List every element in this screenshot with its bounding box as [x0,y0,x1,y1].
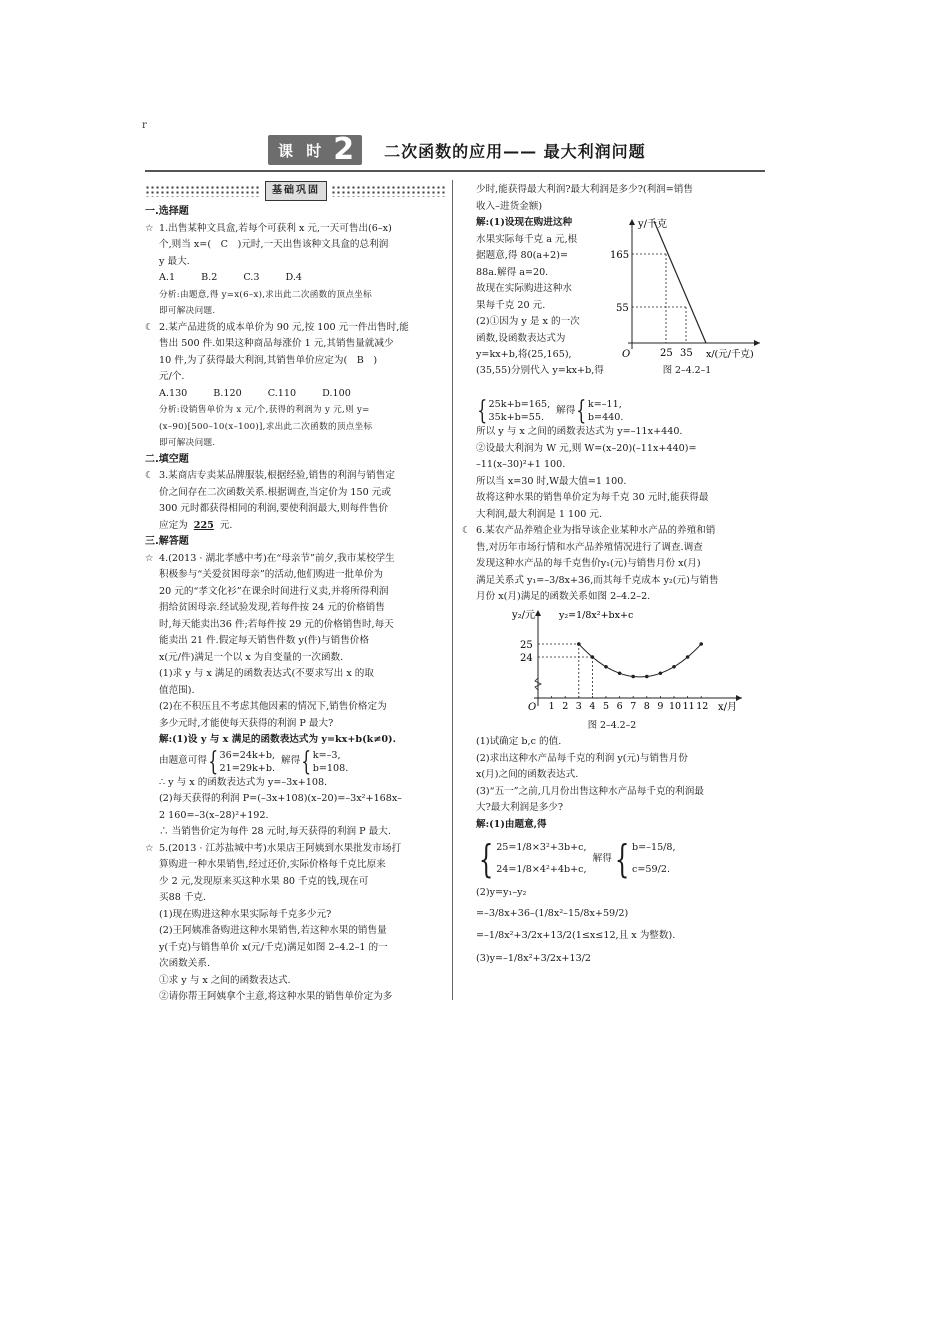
q5-solution: (2)①因为 y 是 x 的一次 [476,316,580,327]
y-tick-24: 24 [520,652,533,664]
q6-sys-mid: 解得 [592,852,612,864]
x-tick-label: 7 [630,700,637,712]
question-3 [145,468,447,534]
q6-solution: (3)y=–1/8x²+3/2x+13/2 [476,952,592,964]
q5-solution: 果每千克 20 元. [476,299,546,311]
q5-solution: y=kx+b,将(25,165), [476,349,572,360]
x-axis-label: x/(元/千克) [706,349,754,360]
q4-line: 时,每天能卖出36 件;若每件按 29 元的价格销售时,每天 [159,618,394,630]
lesson-badge [268,132,362,167]
x-axis-label: x/月 [718,701,738,713]
option: C.3 [243,272,260,283]
q4-solution: ∴ 当销售价定为每件 28 元时,每天获得的利润 P 最大. [159,826,391,837]
q5-solution: 88a.解得 a=20. [476,266,549,278]
q6-line: 满足关系式 y₁=–3/8x+36,而其每千克成本 y₂(元)与销售 [476,574,719,586]
q6-equation-system [462,837,762,881]
section-heading-answer: 三.解答题 [145,536,189,547]
q4-line: 20 元的“孝文化衫”在课余时间进行义卖,并将所得利润 [159,585,389,597]
y-tick-55: 55 [616,303,629,314]
data-point [591,655,595,659]
option: A.130 [159,387,188,399]
q2-line: 10 件,为了获得最大利润,其销售单价应定为( B ) [159,354,378,366]
eq: 24=1/8×4²+4b+c, [496,864,587,875]
lesson-number: 2 [333,132,355,167]
q6-subq: (2)求出这种水产品每千克的利润 y(元)与销售月份 [476,752,688,764]
q5-solution: 大利润,最大利润是 1 100 元. [476,508,603,520]
x-tick-label: 4 [589,700,596,712]
eq: b=440. [587,412,624,423]
q4-results [313,749,349,775]
eq: 36=24k+b, [219,749,276,761]
q5-line: (1)现在购进这种水果实际每千克多少元? [159,908,332,920]
q1-line: y 最大. [159,255,190,267]
option: B.2 [201,272,218,283]
y-axis-arrow [535,610,541,616]
q3-suffix: 元. [219,519,233,531]
brace: { [477,396,488,426]
x-tick-35: 35 [680,348,693,359]
q5-solution: 故将这种水果的销售单价定为每千克 30 元时,能获得最 [476,492,709,503]
option: C.110 [267,387,297,399]
brace: { [614,837,630,881]
q5-line: ①求 y 与 x 之间的函数表达式. [159,974,291,986]
q6-solution: 解:(1)由题意,得 [476,818,547,830]
x-tick-label: 6 [616,700,623,712]
x-tick-label: 8 [643,700,650,712]
q3-line: 价之间存在二次函数关系.根据调查,当定价为 150 元或 [159,486,391,498]
corner-mark: r [142,120,147,131]
q5-solution: 水果实际每千克 a 元,根 [476,233,578,245]
eq: b=108. [312,762,349,774]
y-axis-arrow [629,219,635,225]
q6-line: 月份 x(月)满足的函数关系如图 2–4.2–2. [476,591,651,602]
q2-options [145,386,447,403]
banner-dots-right [331,185,447,197]
x-tick-25: 25 [660,348,673,359]
x-tick-label: 2 [562,700,569,712]
q4-solution: ∴ y 与 x 的函数表达式为 y=–3x+108. [159,776,328,788]
curve-label: y₂=1/8x²+bx+c [559,609,634,621]
lesson-title: 二次函数的应用—— 最大利润问题 [384,141,646,161]
q5-line: 买88 千克. [159,892,207,903]
brace: { [208,746,219,777]
q6-solution: (2)y=y₁–y₂ [476,887,527,898]
data-point [645,674,649,678]
q6-solution: =–3/8x+36–(1/8x²–15/8x+59/2) [476,907,629,919]
question-6 [462,523,762,967]
data-point [577,642,581,646]
q4-sys-mid: 解得 [281,755,301,767]
q2-analysis: 即可解决问题. [159,438,216,448]
q5-solution: 函数,设函数表达式为 [476,332,566,344]
q5-line: y(千克)与销售单价 x(元/千克)满足如图 2–4.2–1 的一 [159,941,388,953]
difficulty-moon-icon: ☾ [145,321,154,333]
q1-options [145,270,447,287]
parabola-curve [579,644,701,677]
eq: 35k+b=55. [488,412,545,423]
question-1 [145,221,447,320]
q4-sys-prefix: 由题意可得 [159,755,207,767]
x-tick-label: 5 [603,700,610,712]
q6-subq: x(月)之间的函数表达式. [476,769,579,780]
q3-prefix: 应定为 [159,519,188,531]
q5-solution: ②设最大利润为 W 元,则 W=(x–20)(–11x+440)= [476,442,697,454]
q2-line: 2.某产品进货的成本单价为 90 元,按 100 元一件出售时,能 [159,321,409,333]
q5-solution-cont [462,363,762,380]
eq: 25=1/8×3²+3b+c, [496,842,587,853]
x-tick-label: 12 [696,700,709,712]
q6-results [632,837,676,881]
q5-sys-mid: 解得 [556,404,576,416]
q6-solution: =–1/8x²+3/2x+13/2(1≤x≤12,且 x 为整数). [476,930,676,941]
option: D.4 [285,272,302,283]
x-tick-label: 11 [682,700,695,712]
right-column [462,182,762,967]
x-axis-arrow [754,340,760,346]
header-divider [145,170,765,172]
q5-solution: 故现在实际购进这种水 [476,283,572,294]
q5-solution: 所以 y 与 x 之间的函数表达式为 y=–11x+440. [476,426,683,437]
q5-line: ②请你帮王阿姨拿个主意,将这种水果的销售单价定为多 [159,991,393,1002]
q2-analysis: 分析:设销售单价为 x 元/个,获得的利润为 y 元,则 y= [159,405,370,415]
difficulty-moon-icon: ☾ [462,525,471,536]
q4-line: 多少元时,才能使每天获得的利润 P 最大? [159,717,334,729]
eq: k=–3, [312,749,341,761]
q4-solution: 解:(1)设 y 与 x 满足的函数表达式为 y=kx+b(k≠0). [159,734,396,745]
lesson-word: 课 时 [278,141,326,160]
q6-line: 发现这种水产品的每千克售价y₁(元)与销售月份 x(月) [476,558,701,569]
q6-line: 售,对历年市场行情和水产品养殖情况进行了调查.调查 [476,541,703,553]
q4-solution: (2)每天获得的利润 P=(–3x+108)(x–20)=–3x²+168x– [159,793,403,804]
eq: 21=29k+b. [219,762,276,774]
option: B.120 [213,387,242,399]
x-axis-arrow [736,695,742,701]
q1-analysis: 分析:由题意,得 y=x(6–x),求出此二次函数的顶点坐标 [159,289,372,300]
section-banner [145,182,447,200]
q4-solution: 2 160=–3(x–28)²+192. [159,809,269,821]
q4-line: 值范围). [159,684,195,696]
question-4 [145,551,447,841]
q4-eqs [220,749,276,775]
brace: { [576,396,587,426]
data-point [659,671,663,675]
left-column [145,182,447,1006]
brace: { [301,746,312,777]
banner-label: 基础巩固 [265,181,327,202]
option: D.100 [322,387,351,399]
q4-line: (2)在不积压且不考虑其他因素的情况下,销售价格定为 [159,701,387,712]
question-2 [145,320,447,452]
q3-line: 3.某商店专卖某品牌服装,根据经验,销售的利润与销售定 [159,470,395,481]
q5-solution: –11(x–30)²+1 100. [476,459,566,470]
q5-line: 5.(2013 · 江苏盐城中考)水果店王阿姨到水果批发市场打 [159,842,402,854]
q5-solution: 据题意,得 80(a+2)= [476,250,569,261]
q1-analysis: 即可解决问题. [159,306,216,316]
lesson-header [268,133,646,167]
q4-line: 捐给贫困母亲.经试验发现,若每件按 24 元的价格销售 [159,602,385,613]
q6-subq: 大?最大利润是多少? [476,802,564,813]
figure-caption: 图 2–4.2–1 [662,365,712,376]
q5-line: 次函数关系. [159,958,211,969]
data-point [604,664,608,668]
q4-line: 能卖出 21 件.假定每天销售件数 y(件)与销售价格 [159,635,369,646]
x-tick-label: 1 [548,700,555,712]
column-divider [452,180,453,1000]
banner-dots-left [145,185,261,197]
q2-analysis: (x–90)[500–10(x–100)],求出此二次函数的顶点坐标 [159,421,373,432]
q6-subq: (1)试确定 b,c 的值. [476,736,562,747]
figure-2-4-2-2 [514,606,744,718]
question-5 [145,841,447,1006]
x-tick-label: 9 [657,700,664,712]
y-tick-25: 25 [520,639,533,651]
figure-2-4-2-1 [610,215,762,365]
q3-line [145,518,447,535]
origin-label: O [528,701,537,713]
section-heading-choice: 一.选择题 [145,206,189,217]
q6-eqs [496,837,586,881]
origin-label: O [622,349,631,360]
difficulty-star-icon: ☆ [145,552,154,564]
q4-line: 积极参与“关爱贫困母亲”的活动,他们购进一批单价为 [159,569,383,580]
section-heading-fill: 二.填空题 [145,453,189,465]
data-point [686,655,690,659]
y-axis-label: y₂/元 [512,609,536,621]
figure-caption: 图 2–4.2–2 [587,719,637,731]
eq: b=–15/8, [631,842,676,853]
q3-answer: 225 [193,519,214,531]
q1-line: 1.出售某种文具盒,若每个可获利 x 元,一天可售出(6–x) [159,222,392,234]
x-tick-label: 3 [575,700,582,712]
q3-line: 300 元时都获得相同的利润,要使利润最大,则每件售价 [159,503,388,514]
eq: 25k+b=165, [488,399,551,410]
q6-subq: (3)“五一”之前,几月份出售这种水产品每千克的利润最 [476,785,704,797]
difficulty-moon-icon: ☾ [145,470,154,481]
x-tick-label: 10 [669,700,682,712]
y-tick-165: 165 [610,250,630,261]
data-point [618,671,622,675]
q4-equation-system [145,746,447,777]
q5-line: (2)王阿姨准备购进这种水果销售,若这种水果的销售量 [159,925,387,936]
q5-solution: (35,55)分别代入 y=kx+b,得 [476,365,604,376]
brace: { [478,837,494,881]
eq: k=–11, [587,399,622,410]
eq: c=59/2. [631,864,670,875]
q5-continuation: 少时,能获得最大利润?最大利润是多少?(利润=销售 [476,184,693,195]
q2-line: 元/个. [159,371,185,382]
q4-line: (1)求 y 与 x 满足的函数表达式(不要求写出 x 的取 [159,668,374,679]
data-point [699,642,703,646]
q5-continuation: 收入–进货金额) [476,200,543,212]
difficulty-star-icon: ☆ [145,842,154,854]
data-point [672,664,676,668]
q2-line: 售出 500 件.如果这种商品每涨价 1 元,其销售量就减少 [159,338,394,349]
q5-solution-text [462,215,612,364]
q5-solution: 所以当 x=30 时,W最大值=1 100. [476,475,627,487]
y-axis-label: y/千克 [638,219,668,230]
option: A.1 [159,272,176,283]
difficulty-star-icon: ☆ [145,222,154,234]
q4-line: 4.(2013 · 湖北孝感中考)在“母亲节”前夕,我市某校学生 [159,552,395,564]
q5-line: 少 2 元,发现原来买这种水果 80 千克的钱,现在可 [159,875,369,887]
q5-line: 算购进一种水果销售,经过还价,实际价格每千克比原来 [159,859,386,870]
data-point [631,674,635,678]
q6-line: 6.某农产品养殖企业为指导该企业某种水产品的养殖和销 [476,525,716,536]
q4-line: x(元/件)满足一个以 x 为自变量的一次函数. [159,651,344,663]
q1-line: 个,则当 x=( C )元时,一天出售该种文具盒的总利润 [159,239,389,250]
linear-function-line [654,221,706,343]
q5-solution-block [462,215,762,430]
q5-solution: 解:(1)设现在购进这种 [476,217,573,228]
